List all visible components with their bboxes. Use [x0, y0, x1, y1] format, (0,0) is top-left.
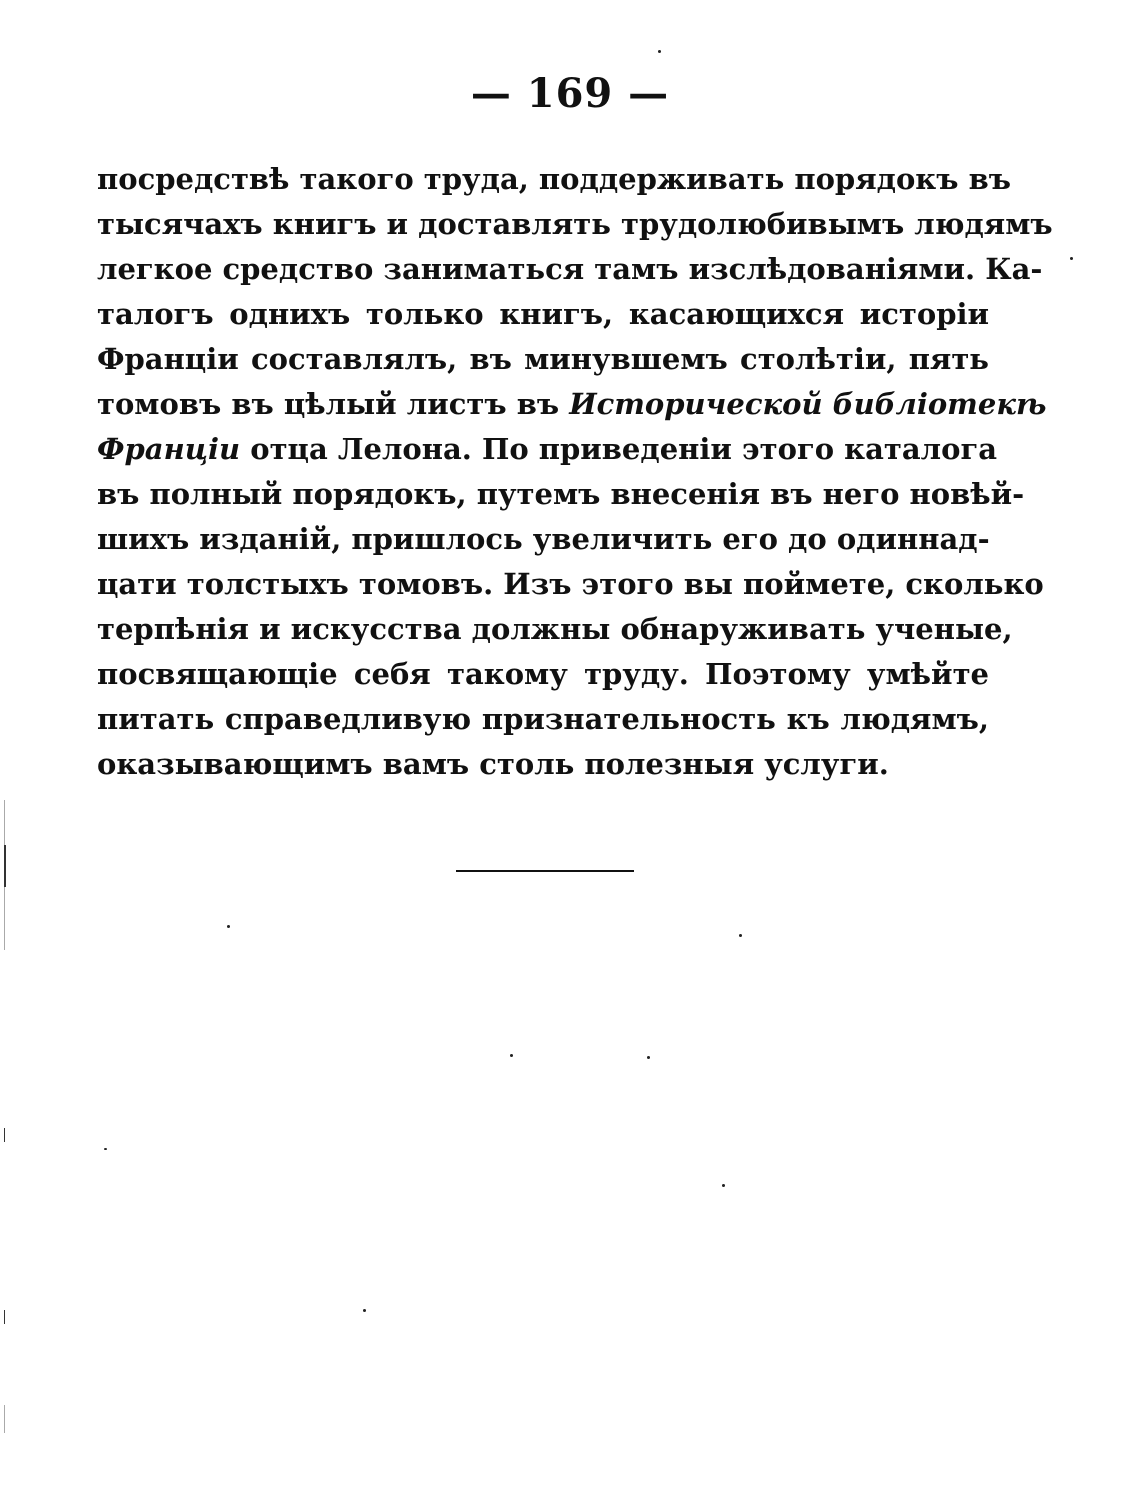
text-line	[97, 427, 998, 472]
scan-speck	[363, 1309, 366, 1312]
scan-speck	[510, 1054, 513, 1057]
scan-speck	[647, 1056, 650, 1059]
page-number: — 169 —	[470, 70, 670, 117]
text-line: талогъ однихъ только книгъ, касающихся исторіи	[97, 297, 989, 331]
italic-book-title: Исторической библіотекѣ	[569, 387, 1047, 421]
scan-speck	[722, 1184, 725, 1187]
text-line: цати толстыхъ томовъ. Изъ этого вы поймете, сколько	[97, 567, 1044, 601]
section-divider	[456, 870, 634, 872]
text-line: Франціи составлялъ, въ минувшемъ столѣтіи, пять	[97, 342, 989, 376]
text-line: въ полный порядокъ, путемъ внесенія въ него новѣй-	[97, 477, 1025, 511]
scan-margin-mark	[4, 1405, 5, 1433]
italic-book-title: Франціи	[97, 432, 241, 466]
scan-speck	[227, 925, 230, 928]
scan-margin-mark	[4, 845, 6, 887]
text-line: питать справедливую признательность къ людямъ,	[97, 702, 989, 736]
scan-margin-mark	[4, 1128, 5, 1142]
text-line: легкое средство заниматься тамъ изслѣдованіями. Ка-	[97, 252, 1043, 286]
text-line	[97, 382, 1047, 427]
text-line: терпѣнія и искусства должны обнаруживать ученые,	[97, 612, 1013, 646]
scan-margin-mark	[4, 1310, 5, 1324]
text-line: посвящающіе себя такому труду. Поэтому умѣйте	[97, 657, 989, 691]
text-line: шихъ изданій, пришлось увеличить его до одиннад-	[97, 522, 990, 556]
text-segment: томовъ въ цѣлый листъ въ	[97, 387, 570, 421]
text-line: оказывающимъ вамъ столь полезныя услуги.	[97, 747, 889, 781]
body-paragraph	[97, 157, 1053, 787]
scan-speck	[658, 50, 661, 53]
scan-speck	[104, 1148, 107, 1150]
scan-speck	[739, 934, 742, 937]
text-segment: отца Лелона. По приведеніи этого каталога	[240, 432, 998, 466]
text-line: тысячахъ книгъ и доставлять трудолюбивымъ людямъ	[97, 207, 1053, 241]
scan-speck	[1070, 257, 1073, 260]
text-line: посредствѣ такого труда, поддерживать порядокъ въ	[97, 162, 1011, 196]
